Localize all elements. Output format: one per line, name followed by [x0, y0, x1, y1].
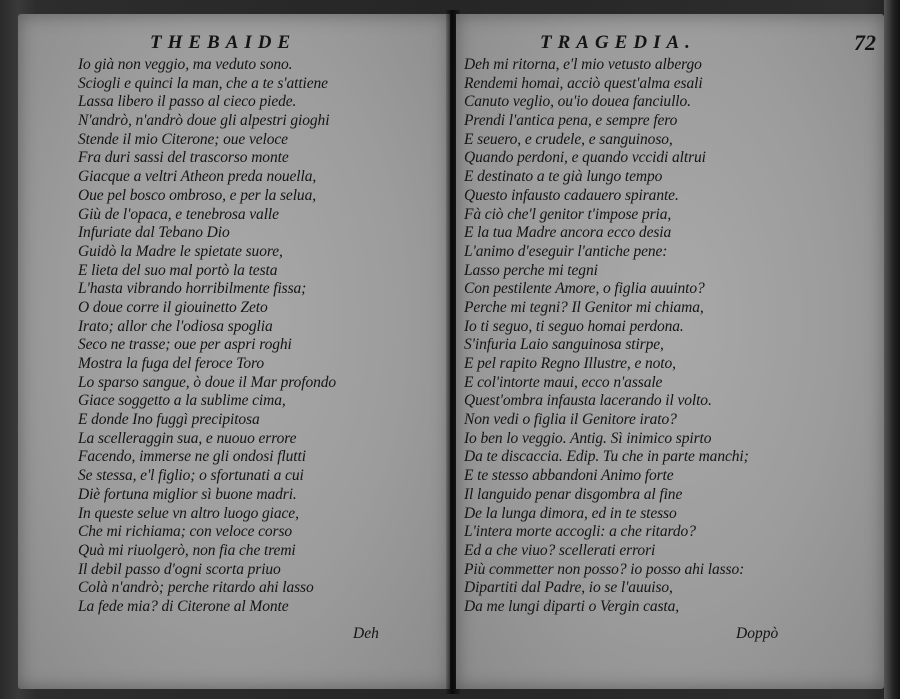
- text-line: Da me lungi diparti o Vergin casta,: [464, 597, 680, 615]
- right-page: [456, 14, 884, 689]
- text-line: Da te discaccia. Edip. Tu che in parte manchi;: [464, 448, 749, 466]
- left-page-text: [78, 56, 336, 617]
- text-line: Irato; allor che l'odiosa spoglia: [78, 317, 273, 335]
- text-line: In queste selue vn altro luogo giace,: [78, 504, 299, 522]
- running-head-left: THEBAIDE: [150, 32, 297, 53]
- text-line: Se stessa, e'l figlio; o sfortunati a cui: [78, 467, 304, 485]
- text-line: E te stesso abbandoni Animo forte: [464, 467, 674, 485]
- text-line: N'andrò, n'andrò doue gli alpestri gioghi: [78, 112, 330, 130]
- text-line: De la lunga dimora, ed in te stesso: [464, 504, 677, 522]
- text-line: Giù de l'opaca, e tenebrosa valle: [78, 205, 279, 223]
- text-line: Quà mi riuolgerò, non fia che tremi: [78, 541, 296, 559]
- text-line: S'infuria Laio sanguinosa stirpe,: [464, 336, 664, 354]
- text-line: Più commetter non posso? io posso ahi lasso:: [464, 560, 745, 578]
- left-page: [18, 14, 450, 689]
- text-line: Prendi l'antica pena, e sempre fero: [464, 112, 678, 130]
- text-line: Rendemi homai, acciò quest'alma esali: [464, 74, 703, 92]
- text-line: Deh mi ritorna, e'l mio vetusto albergo: [464, 56, 702, 73]
- text-line: La fede mia? di Citerone al Monte: [78, 597, 289, 615]
- text-line: Facendo, immerse ne gli ondosi flutti: [78, 448, 306, 466]
- text-line: L'animo d'eseguir l'antiche pene:: [464, 242, 668, 260]
- text-line: E lieta del suo mal portò la testa: [78, 261, 278, 279]
- text-line: Giacque a veltri Atheon preda nouella,: [78, 168, 317, 186]
- text-line: Lassa libero il passo al cieco piede.: [78, 93, 297, 111]
- text-line: Fra duri sassi del trascorso monte: [78, 149, 289, 167]
- text-line: Io già non veggio, ma veduto sono.: [78, 56, 293, 73]
- text-line: Che mi richiama; con veloce corso: [78, 523, 293, 541]
- text-line: E la tua Madre ancora ecco desia: [464, 224, 672, 242]
- text-line: E destinato a te già lungo tempo: [464, 168, 663, 186]
- text-line: E col'intorte maui, ecco n'assale: [464, 373, 663, 391]
- text-line: Quest'ombra infausta lacerando il volto.: [464, 392, 712, 410]
- page-number: 72: [854, 30, 876, 55]
- text-line: Sciogli e quinci la man, che a te s'attiene: [78, 74, 328, 92]
- text-line: Io ti seguo, ti seguo homai perdona.: [464, 317, 684, 335]
- text-line: Perche mi tegni? Il Genitor mi chiama,: [464, 298, 704, 316]
- text-line: Mostra la fuga del feroce Toro: [78, 355, 265, 372]
- text-line: Seco ne trasse; oue per aspri roghi: [78, 336, 292, 354]
- text-line: Infuriate dal Tebano Dio: [78, 224, 230, 242]
- catchword-left: Deh: [353, 625, 379, 642]
- text-line: Il debil passo d'ogni scorta priuo: [78, 560, 281, 578]
- text-line: Non vedi o figlia il Genitore irato?: [464, 411, 677, 429]
- text-line: Colà n'andrò; perche ritardo ahi lasso: [78, 579, 314, 597]
- right-page-text: [464, 56, 749, 617]
- book-edge: [884, 0, 900, 699]
- text-line: Guidò la Madre le spietate suore,: [78, 242, 283, 260]
- text-line: Con pestilente Amore, o figlia auuinto?: [464, 280, 705, 298]
- text-line: Il languido penar disgombra al fine: [464, 485, 683, 503]
- text-line: Giace soggetto a la sublime cima,: [78, 392, 286, 410]
- text-line: Questo infausto cadauero spirante.: [464, 186, 679, 204]
- text-line: Ed a che viuo? scellerati errori: [464, 541, 656, 559]
- text-line: Quando perdoni, e quando vccidi altrui: [464, 149, 706, 167]
- running-head-right: TRAGEDIA.: [540, 32, 696, 53]
- text-line: Lasso perche mi tegni: [464, 261, 598, 279]
- text-line: Diè fortuna miglior sì buone madri.: [78, 485, 297, 503]
- text-line: Lo sparso sangue, ò doue il Mar profondo: [78, 373, 337, 391]
- text-line: L'intera morte accogli: a che ritardo?: [464, 523, 696, 541]
- text-line: O doue corre il giouinetto Zeto: [78, 298, 268, 316]
- catchword-right: Doppò: [736, 625, 779, 642]
- text-line: Dipartiti dal Padre, io se l'auuiso,: [464, 579, 673, 597]
- text-line: E seuero, e crudele, e sanguinoso,: [464, 130, 673, 148]
- text-line: E donde Ino fuggì precipitosa: [78, 411, 260, 429]
- text-line: La scelleraggin sua, e nuouo errore: [78, 429, 297, 447]
- text-line: Fà ciò che'l genitor t'impose pria,: [464, 205, 672, 223]
- text-line: L'hasta vibrando horribilmente fissa;: [78, 280, 307, 298]
- text-line: Stende il mio Citerone; oue veloce: [78, 130, 288, 148]
- text-line: Oue pel bosco ombroso, e per la selua,: [78, 186, 316, 204]
- text-line: E pel rapito Regno Illustre, e noto,: [464, 355, 676, 372]
- text-line: Io ben lo veggio. Antig. Sì inimico spirto: [464, 429, 712, 447]
- text-line: Canuto veglio, ou'io douea fanciullo.: [464, 93, 691, 111]
